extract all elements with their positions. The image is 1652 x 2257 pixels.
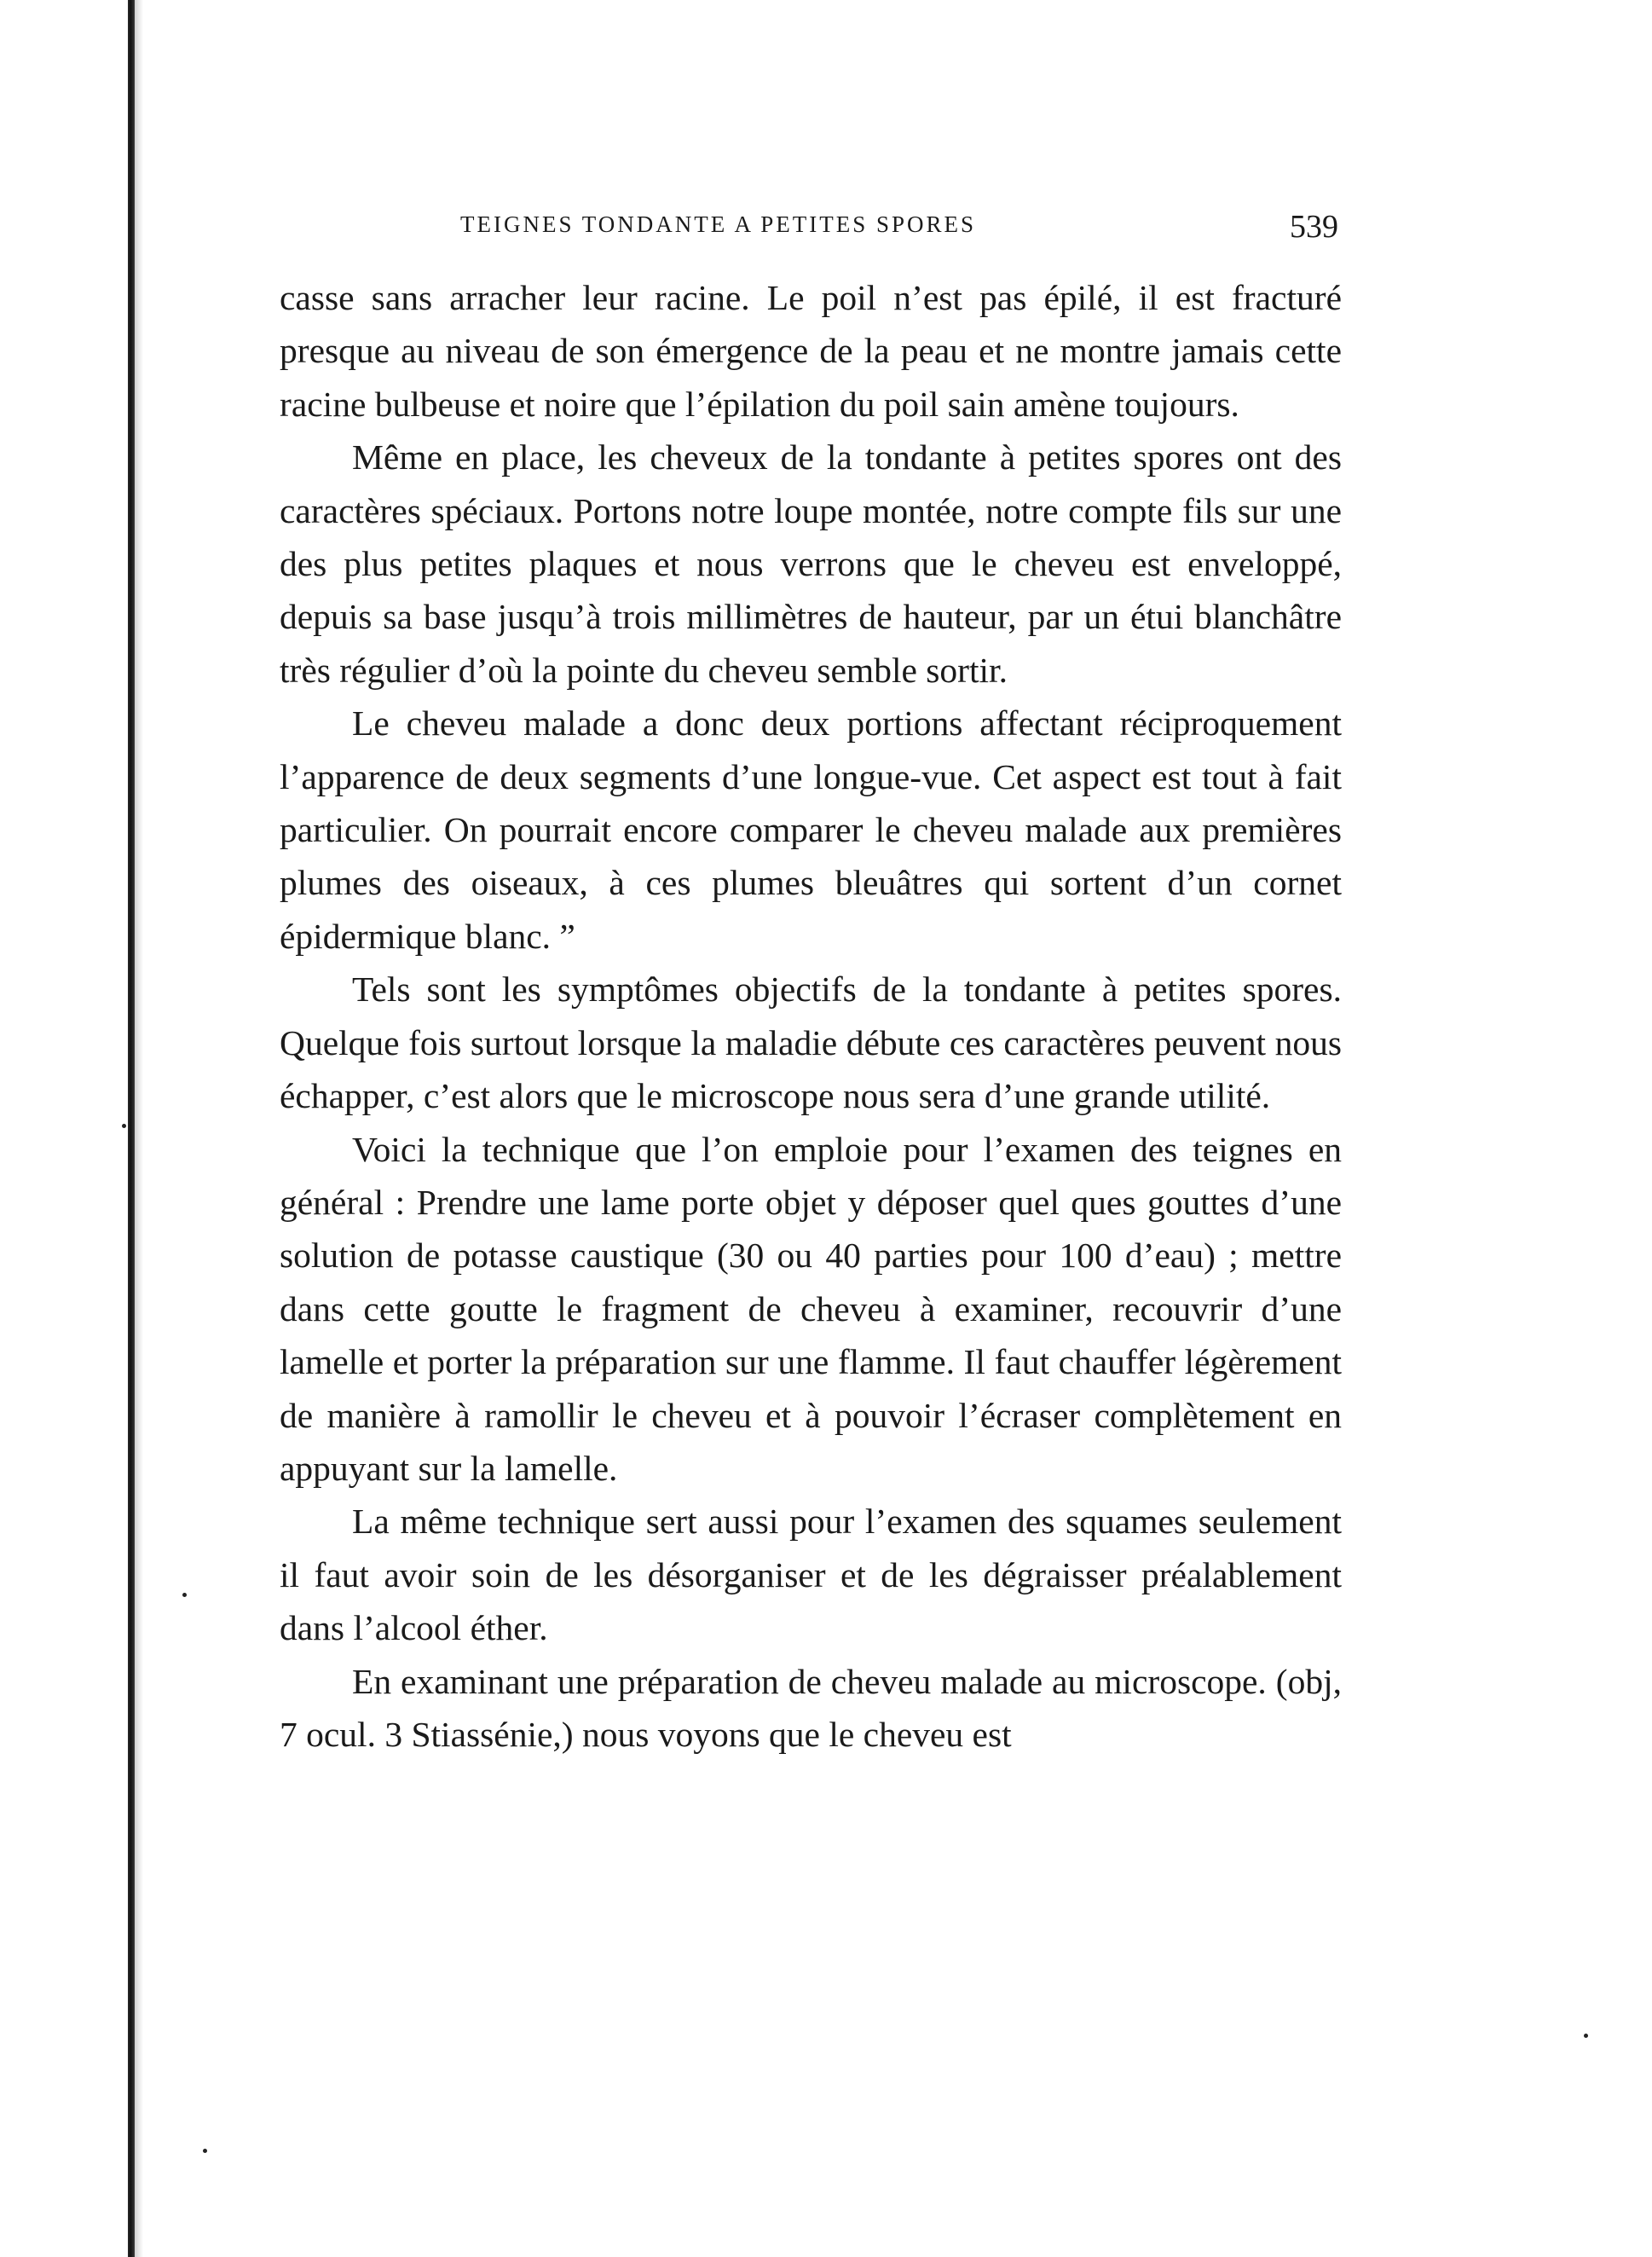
binding-shadow — [135, 0, 143, 2257]
ink-speck — [122, 1124, 126, 1128]
ink-speck — [1584, 2034, 1588, 2038]
paragraph: La même technique sert aussi pour l’examen des squames seulement il faut avoir soin de les désorganiser et de les dégraisser préalablement dans l’alcool éther. — [280, 1502, 1342, 1648]
page-number: 539 — [1290, 209, 1338, 245]
ink-speck — [203, 2149, 207, 2153]
ink-speck — [182, 1593, 187, 1597]
page-header — [281, 211, 1338, 249]
paragraph: casse sans arracher leur racine. Le poil n’est pas épilé, il est fracturé presque au niveau de son émergence de la peau et ne montre jamais cette racine bulbeuse et noire que l’épilation du poil sain amène toujours. — [280, 278, 1342, 424]
body-text — [280, 271, 1342, 1761]
paragraph: Voici la technique que l’on emploie pour l’examen des teignes en général : Prendre une lame porte objet y déposer quel ques gouttes d’une solution de potasse caustique (30 ou 40 parties pour 100 d’eau) ; mettre dans cette goutte le fragment de cheveu à examiner, recouvrir d’une lamelle et porter la préparation sur une flamme. Il faut chauffer légèrement de manière à ramollir le cheveu et à pouvoir l’écraser complètement en appuyant sur la lamelle. — [280, 1129, 1342, 1488]
running-title: TEIGNES TONDANTE A PETITES SPORES — [460, 211, 977, 237]
paragraph: Tels sont les symptômes objectifs de la tondante à petites spores. Quelque fois surtout lorsque la maladie débute ces caractères peuvent nous échapper, c’est alors que le microscope nous sera d’une grande utilité. — [280, 969, 1342, 1116]
paragraph: En examinant une préparation de cheveu malade au microscope. (obj, 7 ocul. 3 Stiassénie,) nous voyons que le cheveu est — [280, 1661, 1342, 1754]
paragraph: Même en place, les cheveux de la tondante à petites spores ont des caractères spéciaux. Portons notre loupe montée, notre compte fils sur une des plus petites plaques et nous verrons que le cheveu est enveloppé, depuis sa base jusqu’à trois millimètres de hauteur, par un étui blanchâtre très régulier d’où la pointe du cheveu semble sortir. — [280, 437, 1342, 690]
book-binding-edge — [128, 0, 135, 2257]
paragraph: Le cheveu malade a donc deux portions affectant réciproquement l’apparence de deux segments d’une longue-vue. Cet aspect est tout à fait particulier. On pourrait encore comparer le cheveu malade aux premières plumes des oiseaux, à ces plumes bleuâtres qui sortent d’un cornet épidermique blanc. ” — [280, 703, 1342, 956]
